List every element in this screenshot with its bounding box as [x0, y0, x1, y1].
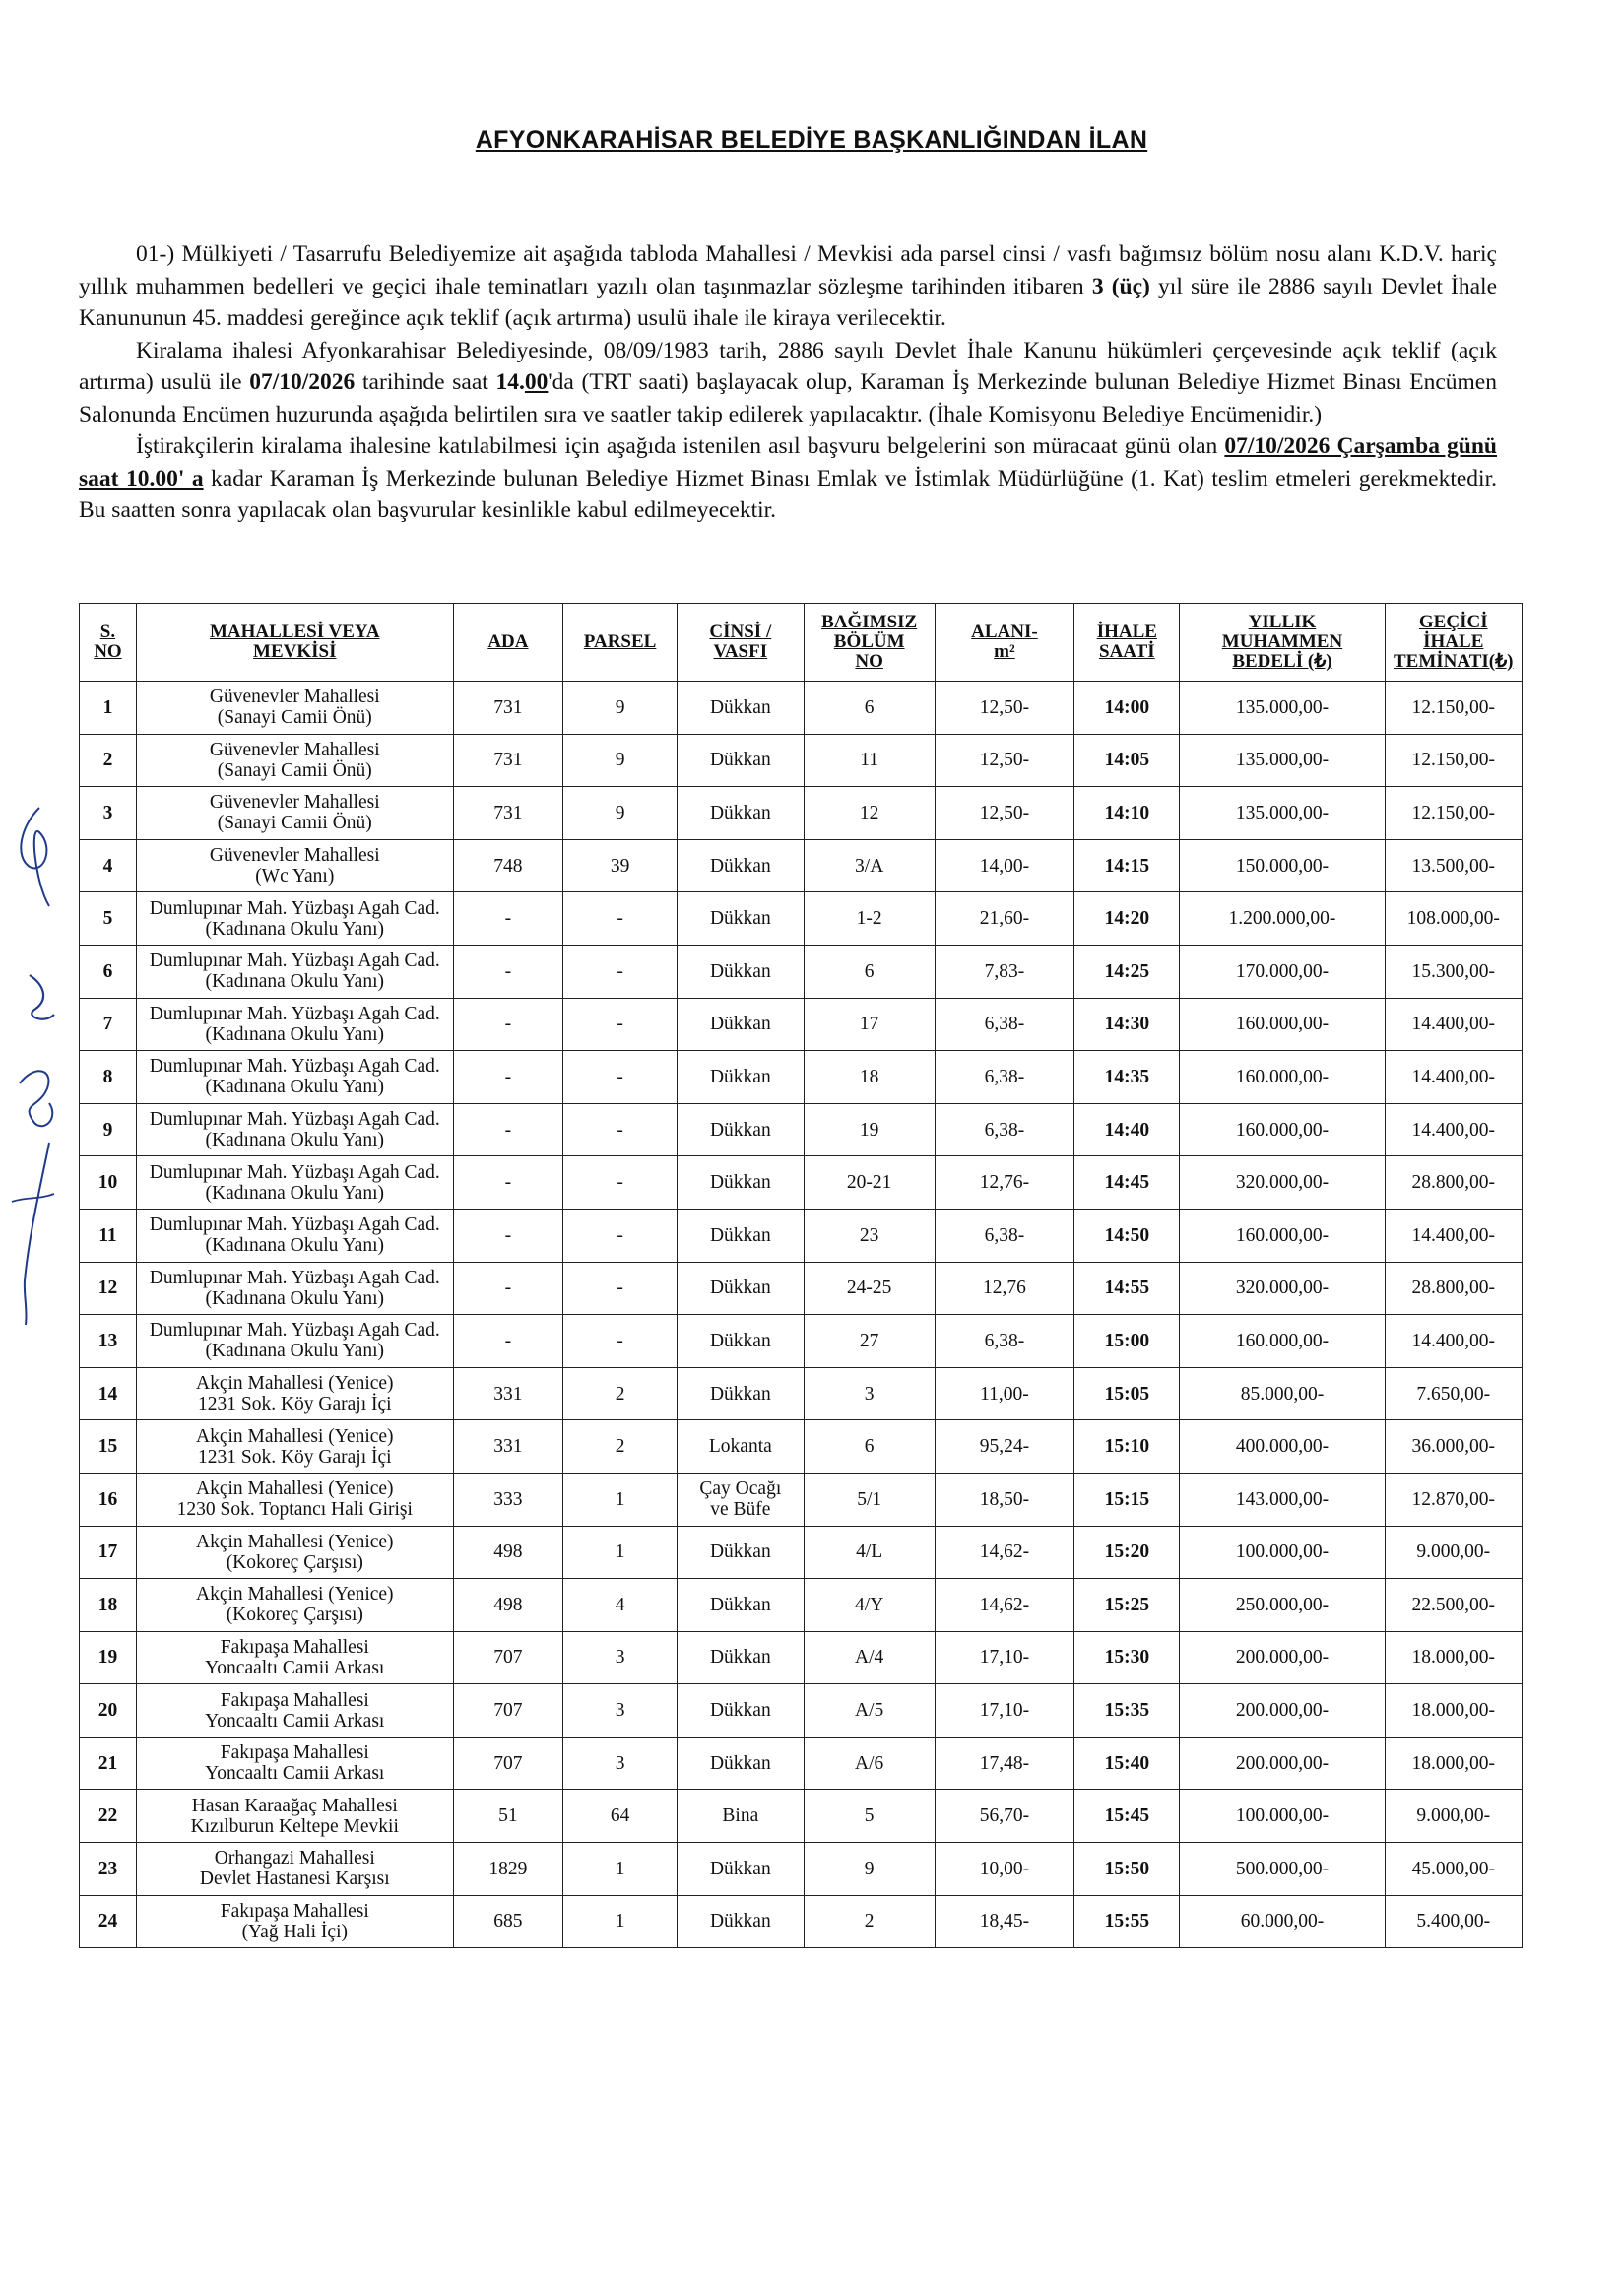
table-row [80, 1473, 1523, 1526]
cell-location: Güvenevler Mahallesi (Sanayi Camii Önü) [136, 682, 453, 735]
table-row [80, 1790, 1523, 1843]
cell-saat: 15:30 [1074, 1631, 1180, 1684]
cell-saat: 15:40 [1074, 1737, 1180, 1790]
header-ada: ADA [453, 604, 563, 682]
cell-saat: 14:55 [1074, 1262, 1180, 1315]
cell-parsel: 39 [563, 839, 678, 892]
table-row [80, 1420, 1523, 1474]
cell-alan: 95,24- [935, 1420, 1074, 1474]
cell-alan: 6,38- [935, 1315, 1074, 1368]
cell-ada: - [453, 1103, 563, 1156]
cell-bedel: 85.000,00- [1180, 1367, 1385, 1420]
cell-saat: 14:30 [1074, 998, 1180, 1051]
cell-alan: 21,60- [935, 892, 1074, 946]
cell-saat: 14:05 [1074, 734, 1180, 787]
cell-parsel: 3 [563, 1684, 678, 1738]
cell-ada: 731 [453, 682, 563, 735]
cell-saat: 15:45 [1074, 1790, 1180, 1843]
cell-saat: 14:15 [1074, 839, 1180, 892]
cell-cins: Dükkan [677, 734, 804, 787]
property-table-container [79, 603, 1523, 1948]
cell-bolum: 4/L [804, 1526, 935, 1579]
cell-parsel: - [563, 892, 678, 946]
cell-location: Fakıpaşa Mahallesi Yoncaaltı Camii Arkası [136, 1631, 453, 1684]
cell-no: 4 [80, 839, 137, 892]
cell-alan: 7,83- [935, 945, 1074, 998]
cell-teminat: 12.870,00- [1385, 1473, 1523, 1526]
cell-parsel: 2 [563, 1420, 678, 1474]
header-parsel: PARSEL [563, 604, 678, 682]
cell-bolum: 6 [804, 945, 935, 998]
paragraph-3: İştirakçilerin kiralama ihalesine katılabilmesi için aşağıda istenilen asıl başvuru belgelerini son müracaat günü olan 07/10/2026 Çarşamba günü saat 10.00' a kadar Karaman İş Merkezinde bulunan Belediye Hizmet Binası Emlak ve İstimlak Müdürlüğüne (1. Kat) teslim etmeleri gerekmektedir. Bu saatten sonra yapılacak olan başvurular kesinlikle kabul edilmeyecektir. [79, 433, 1497, 523]
cell-saat: 15:00 [1074, 1315, 1180, 1368]
cell-saat: 15:50 [1074, 1843, 1180, 1896]
cell-saat: 15:20 [1074, 1526, 1180, 1579]
cell-cins: Dükkan [677, 1262, 804, 1315]
cell-no: 16 [80, 1473, 137, 1526]
cell-teminat: 14.400,00- [1385, 1209, 1523, 1262]
paragraph-1: 01-) Mülkiyeti / Tasarrufu Belediyemize ait aşağıda tabloda Mahallesi / Mevkisi ada parsel cinsi / vasfı bağımsız bölüm nosu alanı K.D.V. hariç yıllık muhammen bedelleri ve geçici ihale teminatları yazılı olan taşınmazlar sözleşme tarihinden itibaren 3 (üç) yıl süre ile 2886 sayılı Devlet İhale Kanununun 45. maddesi gereğince açık teklif (açık artırma) usulü ihale ile kiraya verilecektir. [79, 241, 1498, 331]
cell-bedel: 160.000,00- [1180, 998, 1385, 1051]
cell-parsel: 9 [563, 734, 678, 787]
cell-teminat: 12.150,00- [1385, 787, 1523, 840]
cell-teminat: 14.400,00- [1385, 1103, 1523, 1156]
cell-alan: 12,50- [935, 787, 1074, 840]
cell-parsel: 1 [563, 1526, 678, 1579]
cell-ada: - [453, 892, 563, 946]
cell-bolum: 18 [804, 1051, 935, 1104]
cell-saat: 14:40 [1074, 1103, 1180, 1156]
cell-ada: 498 [453, 1526, 563, 1579]
announcement-body [79, 238, 1497, 527]
cell-saat: 14:35 [1074, 1051, 1180, 1104]
cell-cins: Dükkan [677, 1579, 804, 1632]
cell-bolum: 6 [804, 682, 935, 735]
cell-saat: 14:00 [1074, 682, 1180, 735]
cell-parsel: - [563, 998, 678, 1051]
cell-bedel: 100.000,00- [1180, 1526, 1385, 1579]
cell-location: Fakıpaşa Mahallesi (Yağ Hali İçi) [136, 1895, 453, 1948]
cell-location: Dumlupınar Mah. Yüzbaşı Agah Cad. (Kadınana Okulu Yanı) [136, 945, 453, 998]
header-bedel: YILLIK MUHAMMEN BEDELİ (₺) [1180, 604, 1385, 682]
cell-bolum: 12 [804, 787, 935, 840]
cell-no: 24 [80, 1895, 137, 1948]
table-row [80, 1262, 1523, 1315]
property-table [79, 603, 1523, 1948]
cell-teminat: 7.650,00- [1385, 1367, 1523, 1420]
cell-no: 18 [80, 1579, 137, 1632]
cell-parsel: - [563, 1209, 678, 1262]
cell-teminat: 14.400,00- [1385, 1051, 1523, 1104]
cell-saat: 15:25 [1074, 1579, 1180, 1632]
paragraph-2: Kiralama ihalesi Afyonkarahisar Belediyesinde, 08/09/1983 tarih, 2886 sayılı Devlet İhale Kanunu hükümleri çerçevesinde açık teklif (açık artırma) usulü ile 07/10/2026 tarihinde saat 14.00'da (TRT saati) başlayacak olup, Karaman İş Merkezinde bulunan Belediye Hizmet Binası Encümen Salonunda Encümen huzurunda aşağıda belirtilen sıra ve saatler takip edilerek yapılacaktır. (İhale Komisyonu Belediye Encümenidir.) [79, 337, 1497, 427]
cell-teminat: 9.000,00- [1385, 1526, 1523, 1579]
table-row [80, 1631, 1523, 1684]
cell-saat: 14:50 [1074, 1209, 1180, 1262]
cell-teminat: 28.800,00- [1385, 1262, 1523, 1315]
cell-parsel: 1 [563, 1473, 678, 1526]
table-row [80, 1315, 1523, 1368]
cell-ada: 731 [453, 734, 563, 787]
cell-ada: 51 [453, 1790, 563, 1843]
table-row [80, 1895, 1523, 1948]
cell-location: Fakıpaşa Mahallesi Yoncaaltı Camii Arkası [136, 1737, 453, 1790]
cell-location: Dumlupınar Mah. Yüzbaşı Agah Cad. (Kadınana Okulu Yanı) [136, 1315, 453, 1368]
cell-location: Güvenevler Mahallesi (Wc Yanı) [136, 839, 453, 892]
cell-no: 19 [80, 1631, 137, 1684]
cell-teminat: 14.400,00- [1385, 1315, 1523, 1368]
cell-teminat: 36.000,00- [1385, 1420, 1523, 1474]
cell-parsel: 64 [563, 1790, 678, 1843]
cell-location: Dumlupınar Mah. Yüzbaşı Agah Cad. (Kadınana Okulu Yanı) [136, 1051, 453, 1104]
cell-bedel: 1.200.000,00- [1180, 892, 1385, 946]
cell-no: 1 [80, 682, 137, 735]
cell-location: Dumlupınar Mah. Yüzbaşı Agah Cad. (Kadınana Okulu Yanı) [136, 1156, 453, 1210]
header-alan: ALANI- m² [935, 604, 1074, 682]
cell-ada: - [453, 945, 563, 998]
cell-bedel: 135.000,00- [1180, 682, 1385, 735]
cell-parsel: - [563, 1262, 678, 1315]
table-row [80, 1843, 1523, 1896]
cell-bolum: 17 [804, 998, 935, 1051]
cell-cins: Bina [677, 1790, 804, 1843]
handwritten-signature [0, 788, 77, 1340]
cell-parsel: 3 [563, 1737, 678, 1790]
header-bolum: BAĞIMSIZ BÖLÜM NO [804, 604, 935, 682]
table-row [80, 787, 1523, 840]
cell-cins: Dükkan [677, 682, 804, 735]
table-row [80, 945, 1523, 998]
cell-cins: Dükkan [677, 998, 804, 1051]
cell-saat: 15:55 [1074, 1895, 1180, 1948]
cell-no: 22 [80, 1790, 137, 1843]
cell-saat: 15:35 [1074, 1684, 1180, 1738]
cell-ada: - [453, 1262, 563, 1315]
cell-ada: - [453, 1315, 563, 1368]
cell-no: 23 [80, 1843, 137, 1896]
table-row [80, 839, 1523, 892]
cell-alan: 11,00- [935, 1367, 1074, 1420]
cell-saat: 14:25 [1074, 945, 1180, 998]
cell-ada: 685 [453, 1895, 563, 1948]
table-row [80, 998, 1523, 1051]
cell-teminat: 18.000,00- [1385, 1631, 1523, 1684]
table-header-row [80, 604, 1523, 682]
table-row [80, 1209, 1523, 1262]
cell-alan: 12,76 [935, 1262, 1074, 1315]
cell-location: Dumlupınar Mah. Yüzbaşı Agah Cad. (Kadınana Okulu Yanı) [136, 998, 453, 1051]
cell-location: Akçin Mahallesi (Yenice) 1230 Sok. Toptancı Hali Girişi [136, 1473, 453, 1526]
cell-alan: 6,38- [935, 1209, 1074, 1262]
cell-parsel: - [563, 1315, 678, 1368]
cell-alan: 12,50- [935, 734, 1074, 787]
cell-teminat: 22.500,00- [1385, 1579, 1523, 1632]
cell-cins: Çay Ocağı ve Büfe [677, 1473, 804, 1526]
cell-saat: 15:15 [1074, 1473, 1180, 1526]
cell-location: Dumlupınar Mah. Yüzbaşı Agah Cad. (Kadınana Okulu Yanı) [136, 1262, 453, 1315]
cell-cins: Dükkan [677, 839, 804, 892]
cell-bolum: 19 [804, 1103, 935, 1156]
cell-teminat: 12.150,00- [1385, 734, 1523, 787]
cell-teminat: 108.000,00- [1385, 892, 1523, 946]
cell-no: 21 [80, 1737, 137, 1790]
cell-parsel: 1 [563, 1843, 678, 1896]
cell-bedel: 143.000,00- [1180, 1473, 1385, 1526]
cell-cins: Dükkan [677, 1103, 804, 1156]
cell-ada: 331 [453, 1367, 563, 1420]
cell-location: Akçin Mahallesi (Yenice) 1231 Sok. Köy Garajı İçi [136, 1367, 453, 1420]
cell-cins: Dükkan [677, 787, 804, 840]
cell-bedel: 160.000,00- [1180, 1209, 1385, 1262]
cell-bolum: A/4 [804, 1631, 935, 1684]
cell-bedel: 320.000,00- [1180, 1262, 1385, 1315]
cell-location: Fakıpaşa Mahallesi Yoncaaltı Camii Arkası [136, 1684, 453, 1738]
cell-bolum: 3 [804, 1367, 935, 1420]
cell-alan: 14,62- [935, 1579, 1074, 1632]
cell-parsel: - [563, 945, 678, 998]
cell-saat: 15:05 [1074, 1367, 1180, 1420]
table-row [80, 892, 1523, 946]
cell-ada: 1829 [453, 1843, 563, 1896]
cell-bolum: 11 [804, 734, 935, 787]
cell-saat: 14:10 [1074, 787, 1180, 840]
cell-bedel: 400.000,00- [1180, 1420, 1385, 1474]
cell-parsel: 2 [563, 1367, 678, 1420]
cell-location: Dumlupınar Mah. Yüzbaşı Agah Cad. (Kadınana Okulu Yanı) [136, 1103, 453, 1156]
cell-cins: Dükkan [677, 1315, 804, 1368]
cell-bedel: 160.000,00- [1180, 1315, 1385, 1368]
cell-location: Akçin Mahallesi (Yenice) (Kokoreç Çarşısı) [136, 1526, 453, 1579]
cell-bedel: 250.000,00- [1180, 1579, 1385, 1632]
cell-location: Akçin Mahallesi (Yenice) (Kokoreç Çarşısı) [136, 1579, 453, 1632]
cell-bolum: 24-25 [804, 1262, 935, 1315]
cell-bedel: 200.000,00- [1180, 1737, 1385, 1790]
cell-no: 8 [80, 1051, 137, 1104]
cell-alan: 6,38- [935, 998, 1074, 1051]
cell-alan: 18,50- [935, 1473, 1074, 1526]
cell-bolum: 20-21 [804, 1156, 935, 1210]
cell-ada: 333 [453, 1473, 563, 1526]
cell-ada: 498 [453, 1579, 563, 1632]
cell-bolum: 27 [804, 1315, 935, 1368]
cell-alan: 6,38- [935, 1103, 1074, 1156]
cell-alan: 12,50- [935, 682, 1074, 735]
table-row [80, 1103, 1523, 1156]
cell-bedel: 135.000,00- [1180, 734, 1385, 787]
cell-teminat: 18.000,00- [1385, 1737, 1523, 1790]
cell-ada: 707 [453, 1737, 563, 1790]
cell-no: 7 [80, 998, 137, 1051]
cell-alan: 18,45- [935, 1895, 1074, 1948]
cell-no: 20 [80, 1684, 137, 1738]
cell-bedel: 160.000,00- [1180, 1051, 1385, 1104]
cell-parsel: 3 [563, 1631, 678, 1684]
cell-no: 6 [80, 945, 137, 998]
cell-no: 17 [80, 1526, 137, 1579]
cell-teminat: 14.400,00- [1385, 998, 1523, 1051]
cell-bolum: 2 [804, 1895, 935, 1948]
cell-bedel: 320.000,00- [1180, 1156, 1385, 1210]
cell-alan: 17,48- [935, 1737, 1074, 1790]
cell-parsel: - [563, 1156, 678, 1210]
table-body [80, 682, 1523, 1948]
header-mahalle: MAHALLESİ VEYA MEVKİSİ [136, 604, 453, 682]
cell-location: Akçin Mahallesi (Yenice) 1231 Sok. Köy Garajı İçi [136, 1420, 453, 1474]
cell-parsel: 9 [563, 682, 678, 735]
cell-no: 5 [80, 892, 137, 946]
cell-location: Hasan Karaağaç Mahallesi Kızılburun Keltepe Mevkii [136, 1790, 453, 1843]
table-row [80, 682, 1523, 735]
cell-bolum: A/6 [804, 1737, 935, 1790]
cell-cins: Dükkan [677, 945, 804, 998]
cell-ada: - [453, 1156, 563, 1210]
cell-cins: Lokanta [677, 1420, 804, 1474]
cell-parsel: 4 [563, 1579, 678, 1632]
cell-bolum: 5 [804, 1790, 935, 1843]
header-cins: CİNSİ / VASFI [677, 604, 804, 682]
cell-alan: 12,76- [935, 1156, 1074, 1210]
cell-ada: - [453, 998, 563, 1051]
page-title: AFYONKARAHİSAR BELEDİYE BAŞKANLIĞINDAN İLAN [475, 126, 1148, 154]
cell-teminat: 18.000,00- [1385, 1684, 1523, 1738]
cell-parsel: - [563, 1051, 678, 1104]
header-teminat: GEÇİCİ İHALE TEMİNATI(₺) [1385, 604, 1523, 682]
cell-alan: 17,10- [935, 1684, 1074, 1738]
cell-cins: Dükkan [677, 1843, 804, 1896]
cell-cins: Dükkan [677, 1684, 804, 1738]
cell-cins: Dükkan [677, 1156, 804, 1210]
cell-bedel: 60.000,00- [1180, 1895, 1385, 1948]
cell-alan: 6,38- [935, 1051, 1074, 1104]
cell-bolum: 23 [804, 1209, 935, 1262]
cell-teminat: 45.000,00- [1385, 1843, 1523, 1896]
cell-no: 12 [80, 1262, 137, 1315]
cell-no: 3 [80, 787, 137, 840]
table-row [80, 734, 1523, 787]
cell-ada: - [453, 1051, 563, 1104]
cell-no: 9 [80, 1103, 137, 1156]
header-saat: İHALE SAATİ [1074, 604, 1180, 682]
cell-bedel: 150.000,00- [1180, 839, 1385, 892]
cell-no: 15 [80, 1420, 137, 1474]
cell-no: 2 [80, 734, 137, 787]
cell-bedel: 200.000,00- [1180, 1684, 1385, 1738]
cell-bedel: 200.000,00- [1180, 1631, 1385, 1684]
cell-cins: Dükkan [677, 1051, 804, 1104]
cell-no: 11 [80, 1209, 137, 1262]
cell-alan: 14,62- [935, 1526, 1074, 1579]
cell-alan: 56,70- [935, 1790, 1074, 1843]
cell-alan: 17,10- [935, 1631, 1074, 1684]
cell-saat: 14:45 [1074, 1156, 1180, 1210]
cell-location: Güvenevler Mahallesi (Sanayi Camii Önü) [136, 787, 453, 840]
cell-teminat: 15.300,00- [1385, 945, 1523, 998]
cell-bedel: 500.000,00- [1180, 1843, 1385, 1896]
table-row [80, 1367, 1523, 1420]
cell-bolum: 5/1 [804, 1473, 935, 1526]
cell-location: Dumlupınar Mah. Yüzbaşı Agah Cad. (Kadınana Okulu Yanı) [136, 1209, 453, 1262]
cell-cins: Dükkan [677, 1631, 804, 1684]
cell-location: Güvenevler Mahallesi (Sanayi Camii Önü) [136, 734, 453, 787]
cell-teminat: 12.150,00- [1385, 682, 1523, 735]
cell-parsel: 1 [563, 1895, 678, 1948]
cell-ada: 707 [453, 1631, 563, 1684]
cell-teminat: 9.000,00- [1385, 1790, 1523, 1843]
cell-bolum: 6 [804, 1420, 935, 1474]
cell-bedel: 170.000,00- [1180, 945, 1385, 998]
cell-location: Orhangazi Mahallesi Devlet Hastanesi Karşısı [136, 1843, 453, 1896]
cell-ada: 331 [453, 1420, 563, 1474]
cell-bedel: 135.000,00- [1180, 787, 1385, 840]
cell-cins: Dükkan [677, 1367, 804, 1420]
cell-cins: Dükkan [677, 1737, 804, 1790]
cell-no: 14 [80, 1367, 137, 1420]
cell-bedel: 100.000,00- [1180, 1790, 1385, 1843]
header-no: S. NO [80, 604, 137, 682]
table-row [80, 1156, 1523, 1210]
table-row [80, 1051, 1523, 1104]
cell-cins: Dükkan [677, 1895, 804, 1948]
cell-teminat: 28.800,00- [1385, 1156, 1523, 1210]
cell-parsel: - [563, 1103, 678, 1156]
cell-ada: 707 [453, 1684, 563, 1738]
table-row [80, 1684, 1523, 1738]
cell-saat: 15:10 [1074, 1420, 1180, 1474]
cell-teminat: 13.500,00- [1385, 839, 1523, 892]
cell-cins: Dükkan [677, 1526, 804, 1579]
table-row [80, 1526, 1523, 1579]
cell-location: Dumlupınar Mah. Yüzbaşı Agah Cad. (Kadınana Okulu Yanı) [136, 892, 453, 946]
cell-ada: 731 [453, 787, 563, 840]
cell-no: 13 [80, 1315, 137, 1368]
cell-bolum: 4/Y [804, 1579, 935, 1632]
table-row [80, 1579, 1523, 1632]
cell-no: 10 [80, 1156, 137, 1210]
cell-cins: Dükkan [677, 892, 804, 946]
cell-ada: - [453, 1209, 563, 1262]
cell-bedel: 160.000,00- [1180, 1103, 1385, 1156]
cell-teminat: 5.400,00- [1385, 1895, 1523, 1948]
cell-bolum: A/5 [804, 1684, 935, 1738]
cell-cins: Dükkan [677, 1209, 804, 1262]
cell-bolum: 1-2 [804, 892, 935, 946]
cell-parsel: 9 [563, 787, 678, 840]
cell-saat: 14:20 [1074, 892, 1180, 946]
cell-bolum: 3/A [804, 839, 935, 892]
cell-bolum: 9 [804, 1843, 935, 1896]
table-row [80, 1737, 1523, 1790]
cell-alan: 14,00- [935, 839, 1074, 892]
cell-alan: 10,00- [935, 1843, 1074, 1896]
cell-ada: 748 [453, 839, 563, 892]
